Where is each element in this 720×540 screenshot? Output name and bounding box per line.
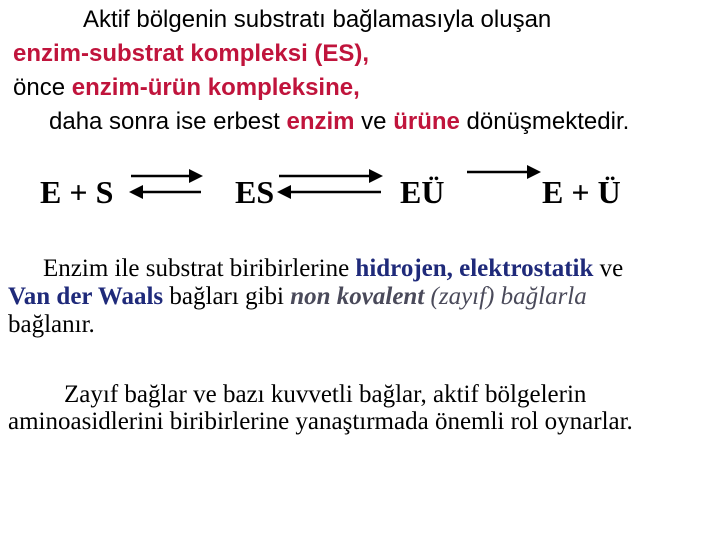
intro-line-4-part1: daha sonra ise erbest — [49, 108, 287, 135]
equation-term-es: ES — [235, 174, 275, 210]
intro-line-4 — [49, 110, 629, 134]
intro-line-1: Aktif bölgenin substratı bağlamasıyla oluşan — [83, 6, 552, 33]
paragraph-1-line-1-bold: hidrojen, elektrostatik — [355, 255, 594, 282]
paragraph-1-line-1-part1: Enzim ile substrat biribirlerine — [43, 255, 356, 282]
equation-term-eu: EÜ — [400, 174, 445, 210]
intro-line-2: enzim-substrat kompleksi (ES), — [13, 40, 370, 67]
intro-line-4-part2: ve — [354, 108, 394, 135]
paragraph-1-line-2-italic-bold: non kovalent — [290, 283, 425, 310]
reversible-arrow-icon — [275, 164, 385, 204]
paragraph-2-line-2: aminoasidlerini biribirlerine yanaştırmada önemli rol oynarlar. — [8, 408, 633, 435]
paragraph-2-line-1: Zayıf bağlar ve bazı kuvvetli bağlar, aktif bölgelerin — [64, 381, 587, 408]
intro-line-4-part3: dönüşmektedir. — [459, 108, 630, 135]
intro-line-4-enzim: enzim — [286, 108, 355, 135]
intro-line-3 — [13, 76, 360, 100]
paragraph-1-line-1 — [43, 256, 623, 281]
intro-line-3-highlight: enzim-ürün kompleksine, — [71, 74, 360, 101]
forward-arrow-icon — [465, 162, 543, 182]
paragraph-1-line-1-part2: ve — [593, 255, 624, 282]
intro-line-4-urune: ürüne — [393, 108, 460, 135]
paragraph-1-line-3: bağlanır. — [8, 311, 95, 338]
paragraph-1-line-2 — [8, 284, 587, 309]
reversible-arrow-icon — [127, 164, 205, 204]
paragraph-1-line-2-bold: Van der Waals — [8, 283, 164, 310]
paragraph-1-line-2-part1: bağları gibi — [163, 283, 291, 310]
equation-term-e-plus-u: E + Ü — [542, 174, 621, 210]
equation-term-e-plus-s: E + S — [40, 174, 114, 210]
intro-line-3-prefix: önce — [13, 74, 72, 101]
paragraph-1-line-2-italic: (zayıf) bağlarla — [424, 283, 587, 310]
